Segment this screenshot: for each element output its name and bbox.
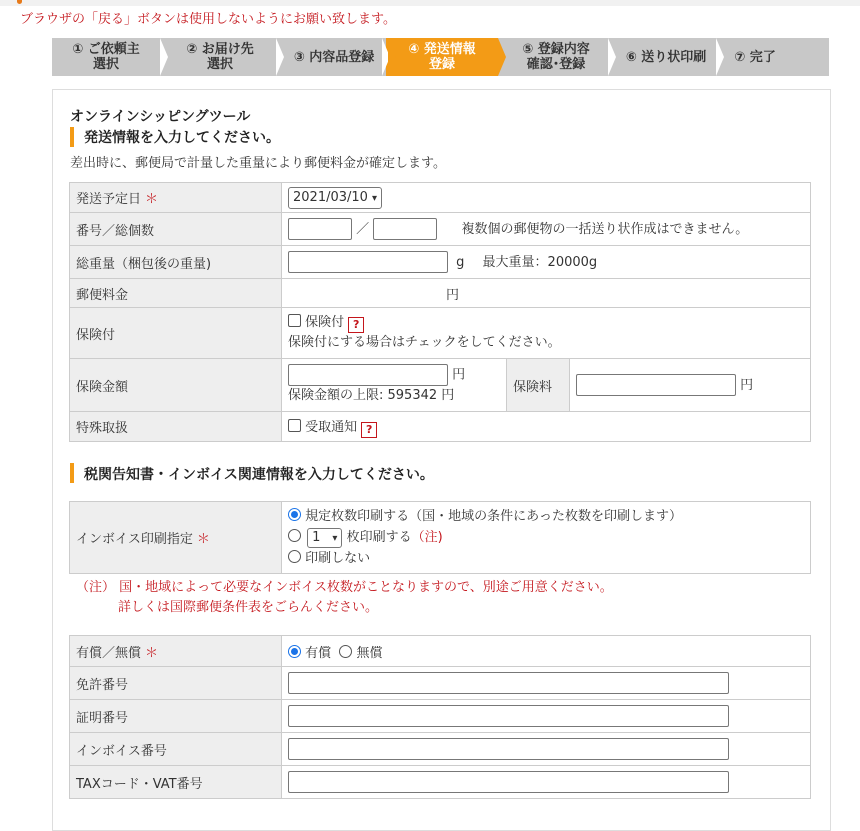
chevron-down-icon: ▾ (371, 192, 377, 204)
postage-note: 差出時に、郵便局で計量した重量により郵便料金が確定します。 (70, 156, 446, 171)
step-5: ⑤ 登録内容 確認･登録 (522, 42, 590, 72)
step-2: ② お届け先 選択 (186, 42, 254, 72)
step-progress-bar (52, 38, 829, 76)
insurance-fee-label: 保険料 (507, 359, 570, 412)
tax-code-label: TAXコード・VAT番号 (70, 766, 282, 799)
postage-unit: 円 (446, 287, 460, 303)
tax-code-input[interactable] (288, 771, 729, 793)
section-bar (70, 463, 74, 483)
print-count-radio[interactable] (288, 529, 301, 542)
postage-label: 郵便料金 (70, 279, 282, 308)
certificate-number-input[interactable] (288, 705, 729, 727)
ship-date-label: 発送予定日 ＊ (70, 183, 282, 213)
step-7: ⑦ 完了 (734, 49, 776, 65)
max-weight-text: 最大重量：20000g (482, 254, 598, 270)
invoice-print-label: インボイス印刷指定 ＊ (70, 502, 282, 574)
shipping-info-table: 発送予定日 ＊ 2021/03/10 ▾ 番号／総個数 ／ 複数個の郵便物の一括送り状作成はできません。 総重量（梱包後の重量) g 最大重量：20000g 郵便料金 円 保険付 保険付 ? 保険付にする場合はチェックをしてください。 保険金額 円 保険金額の上限: 595342 円 保険料 円 特殊取扱 受取通知 ? (69, 182, 811, 442)
invoice-number-label: インボイス番号 (70, 733, 282, 766)
total-count-input[interactable] (373, 218, 437, 240)
invoice-footnote: （注） 国・地域によって必要なインボイス枚数がことなりますので、別途ご用意ください。 (76, 580, 613, 595)
paid-free-label: 有償／無償 ＊ (70, 636, 282, 667)
tool-name: オンラインシッピングツール (70, 109, 251, 125)
license-number-input[interactable] (288, 672, 729, 694)
print-default-radio[interactable] (288, 508, 301, 521)
top-strip (0, 0, 860, 6)
special-handling-label: 特殊取扱 (70, 412, 282, 442)
chevron-down-icon: ▾ (332, 532, 338, 544)
help-icon[interactable]: ? (348, 317, 364, 333)
weight-input[interactable] (288, 251, 448, 273)
section-bar (70, 127, 74, 147)
top-marker (17, 0, 22, 4)
number-label: 番号／総個数 (70, 213, 282, 246)
package-number-input[interactable] (288, 218, 352, 240)
invoice-footnote-detail: 詳しくは国際郵便条件表をごらんください。 (118, 600, 379, 615)
help-icon[interactable]: ? (361, 422, 377, 438)
insured-amount-input[interactable] (288, 364, 448, 386)
insurance-label: 保険付 (70, 308, 282, 359)
insurance-checkbox[interactable] (288, 314, 301, 327)
invoice-number-input[interactable] (288, 738, 729, 760)
multi-package-note: 複数個の郵便物の一括送り状作成はできません。 (461, 221, 749, 237)
insured-amount-label: 保険金額 (70, 359, 282, 412)
step-1: ① ご依頼主 選択 (72, 42, 140, 72)
step-4-current: ④ 発送情報 登録 (386, 38, 498, 76)
section1-title: 発送情報を入力してください。 (84, 130, 280, 146)
back-button-warning: ブラウザの「戻る」ボタンは使用しないようにお願い致します。 (20, 12, 396, 27)
no-print-radio[interactable] (288, 550, 301, 563)
insured-amount-limit: 保険金額の上限: 595342 円 (288, 388, 455, 403)
ship-date-select[interactable]: 2021/03/10 ▾ (288, 187, 382, 209)
print-count-select[interactable]: 1 ▾ (307, 528, 342, 548)
weight-label: 総重量（梱包後の重量) (70, 246, 282, 279)
license-number-label: 免許番号 (70, 667, 282, 700)
invoice-table: インボイス印刷指定 ＊ 規定枚数印刷する（国・地域の条件にあった枚数を印刷します） 1 ▾ 枚印刷する（注) 印刷しない (69, 501, 811, 574)
free-radio[interactable] (339, 645, 352, 658)
customs-table: 有償／無償 ＊ 有償 無償 免許番号 証明番号 インボイス番号 TAXコード・VAT番号 (69, 635, 811, 799)
insurance-fee-input[interactable] (576, 374, 736, 396)
insurance-note: 保険付にする場合はチェックをしてください。 (288, 335, 561, 350)
step-6: ⑥ 送り状印刷 (625, 49, 707, 65)
section2-title: 税関告知書・インボイス関連情報を入力してください。 (84, 467, 434, 483)
step-3: ③ 内容品登録 (293, 49, 375, 65)
certificate-number-label: 証明番号 (70, 700, 282, 733)
receipt-notice-checkbox[interactable] (288, 419, 301, 432)
paid-radio[interactable] (288, 645, 301, 658)
